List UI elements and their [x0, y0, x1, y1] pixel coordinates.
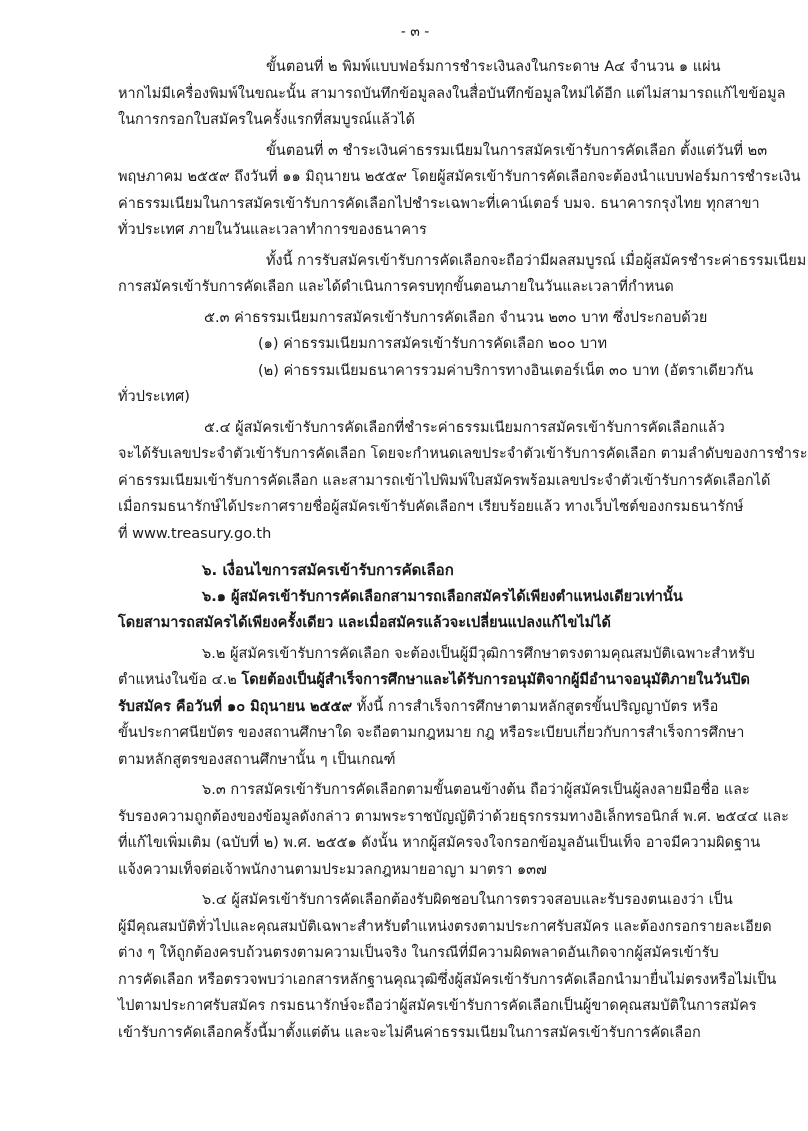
text-line: โดยสามารถสมัครได้เพียงครั้งเดียว และเมื่อสมัครแล้วจะเปลี่ยนแปลงแก้ไขไม่ได้ — [118, 615, 611, 631]
paragraph-fee-5-3 — [118, 305, 754, 411]
text-line: ผู้มีคุณสมบัติทั่วไปและคุณสมบัติเฉพาะสำหรับตำแหน่งตรงตามประกาศรับสมัคร และต้องกรอกรายละเอียด — [118, 918, 772, 935]
text-line: ๖.๔ ผู้สมัครเข้ารับการคัดเลือกต้องรับผิดชอบในการตรวจสอบและรับรองตนเองว่า เป็น — [202, 892, 733, 908]
text-line: ค่าธรรมเนียมเข้ารับการคัดเลือก และสามารถเข้าไปพิมพ์ใบสมัครพร้อมเลขประจำตัวเข้ารับการคัดเลือกได้ — [118, 472, 771, 489]
paragraph-completion — [118, 248, 807, 301]
text-run: ทั้งนี้ การสำเร็จการศึกษาตามหลักสูตรขั้นปริญญาบัตร หรือ — [352, 698, 719, 715]
text-line: การสมัครเข้ารับการคัดเลือก และได้ดำเนินการครบทุกขั้นตอนภายในวันและเวลาที่กำหนด — [118, 279, 674, 295]
text-line: ที่แก้ไขเพิ่มเติม (ฉบับที่ ๒) พ.ศ. ๒๕๕๑ ดังนั้น หากผู้สมัครจงใจกรอกข้อมูลอันเป็นเท็จ อาจมีความผิดฐาน — [118, 835, 761, 851]
text-line: ทั่วประเทศ ภายในวันและเวลาทำการของธนาคาร — [118, 222, 427, 238]
text-line: ๖.๑ ผู้สมัครเข้ารับการคัดเลือกสามารถเลือกสมัครได้เพียงตำแหน่งเดียวเท่านั้น — [202, 588, 683, 605]
text-line: เมื่อกรมธนารักษ์ได้ประกาศรายชื่อผู้สมัครเข้ารับคัดเลือกฯ เรียบร้อยแล้ว ทางเว็บไซต์ของกรมธนารักษ์ — [118, 499, 744, 515]
text-line: ขั้นตอนที่ ๓ ชำระเงินค่าธรรมเนียมในการสมัครเข้ารับการคัดเลือก ตั้งแต่วันที่ ๒๓ — [266, 142, 768, 159]
section-6-heading: ๖. เงื่อนไขการสมัครเข้ารับการคัดเลือก — [202, 561, 454, 579]
text-line: ทั่วประเทศ) — [118, 389, 190, 405]
text-line: แจ้งความเท็จต่อเจ้าพนักงานตามประมวลกฎหมายอาญา มาตรา ๑๓๗ — [118, 861, 547, 878]
page-number: - ๓ - — [400, 24, 430, 40]
paragraph-6-4 — [118, 887, 777, 1046]
text-line: การคัดเลือก หรือตรวจพบว่าเอกสารหลักฐานคุณวุฒิซึ่งผู้สมัครเข้ารับการคัดเลือกนำมายื่นไม่ตรงหรือไม่เป็น — [118, 971, 777, 988]
text-line: ตามหลักสูตรของสถานศึกษานั้น ๆ เป็นเกณฑ์ — [118, 751, 396, 768]
text-line: ๖.๓ การสมัครเข้ารับการคัดเลือกตามขั้นตอนข้างต้น ถือว่าผู้สมัครเป็นผู้ลงลายมือชื่อ และ — [202, 782, 750, 798]
text-run: ตำแหน่งในข้อ ๔.๒ — [118, 672, 242, 688]
text-line: ขั้นตอนที่ ๒ พิมพ์แบบฟอร์มการชำระเงินลงในกระดาษ A๔ จำนวน ๑ แผ่น — [266, 59, 721, 75]
paragraph-6-3 — [118, 777, 789, 883]
text-line — [118, 667, 750, 694]
text-line: เข้ารับการคัดเลือกครั้งนี้มาตั้งแต่ต้น และจะไม่คืนค่าธรรมเนียมในการสมัครเข้ารับการคัดเลือก — [118, 1024, 701, 1041]
text-line: ทั้งนี้ การรับสมัครเข้ารับการคัดเลือกจะถือว่ามีผลสมบูรณ์ เมื่อผู้สมัครชำระค่าธรรมเนียม — [266, 252, 807, 269]
paragraph-step-2 — [118, 54, 786, 134]
text-line: หากไม่มีเครื่องพิมพ์ในขณะนั้น สามารถบันทึกข้อมูลลงในสื่อบันทึกข้อมูลใหม่ได้อีก แต่ไม่สามารถแก้ไขข้อมูล — [118, 85, 786, 102]
bold-text-run: โดยต้องเป็นผู้สำเร็จการศึกษาและได้รับการอนุมัติจากผู้มีอำนาจอนุมัติภายในวันปิด — [241, 672, 750, 688]
text-line: (๑) ค่าธรรมเนียมการสมัครเข้ารับการคัดเลือก ๒๐๐ บาท — [258, 336, 608, 352]
paragraph-step-3 — [118, 138, 801, 244]
text-line: ๕.๓ ค่าธรรมเนียมการสมัครเข้ารับการคัดเลือก จำนวน ๒๓๐ บาท ซึ่งประกอบด้วย — [204, 309, 708, 326]
treasury-website-text: ที่ www.treasury.go.th — [118, 525, 272, 542]
text-line: ในการกรอกใบสมัครในครั้งแรกที่สมบูรณ์แล้วได้ — [118, 112, 415, 128]
text-line: ขั้นประกาศนียบัตร ของสถานศึกษาใด จะถือตามกฎหมาย กฎ หรือระเบียบเกี่ยวกับการสำเร็จการศึกษา — [118, 725, 745, 741]
text-line: จะได้รับเลขประจำตัวเข้ารับการคัดเลือก โดยจะกำหนดเลขประจำตัวเข้ารับการคัดเลือก ตามลำดับของการชำระ — [118, 446, 808, 462]
text-line: พฤษภาคม ๒๕๕๙ ถึงวันที่ ๑๑ มิถุนายน ๒๕๕๙ โดยผู้สมัครเข้ารับการคัดเลือกจะต้องนำแบบฟอร์มการชำระเงิน — [118, 169, 801, 185]
text-line: ไปตามประกาศรับสมัคร กรมธนารักษ์จะถือว่าผู้สมัครเข้ารับการคัดเลือกเป็นผู้ขาดคุณสมบัติในการสมัคร — [118, 998, 757, 1014]
paragraph-5-4 — [118, 415, 808, 548]
text-line: ๖.๒ ผู้สมัครเข้ารับการคัดเลือก จะต้องเป็นผู้มีวุฒิการศึกษาตรงตามคุณสมบัติเฉพาะสำหรับ — [202, 645, 755, 662]
text-line: ๕.๔ ผู้สมัครเข้ารับการคัดเลือกที่ชำระค่าธรรมเนียมการสมัครเข้ารับการคัดเลือกแล้ว — [204, 419, 725, 436]
text-line: ค่าธรรมเนียมในการสมัครเข้ารับการคัดเลือกไปชำระเฉพาะที่เคาน์เตอร์ บมจ. ธนาคารกรุงไทย ทุกสาขา — [118, 195, 760, 212]
text-line: ต่าง ๆ ให้ถูกต้องครบถ้วนตรงตามความเป็นจริง ในกรณีที่มีความผิดพลาดอันเกิดจากผู้สมัครเข้ารับ — [118, 945, 719, 961]
paragraph-6-1 — [118, 584, 712, 637]
paragraph-6-2 — [118, 641, 755, 774]
bold-text-run: รับสมัคร คือวันที่ ๑๐ มิถุนายน ๒๕๕๙ — [118, 698, 353, 715]
text-line: รับรองความถูกต้องของข้อมูลดังกล่าว ตามพระราชบัญญัติว่าด้วยธุรกรรมทางอิเล็กทรอนิกส์ พ.ศ. ๒๕๔๔ และ — [118, 808, 789, 825]
text-line: (๒) ค่าธรรมเนียมธนาคารรวมค่าบริการทางอินเตอร์เน็ต ๓๐ บาท (อัตราเดียวกัน — [258, 362, 754, 379]
text-line — [118, 694, 719, 721]
